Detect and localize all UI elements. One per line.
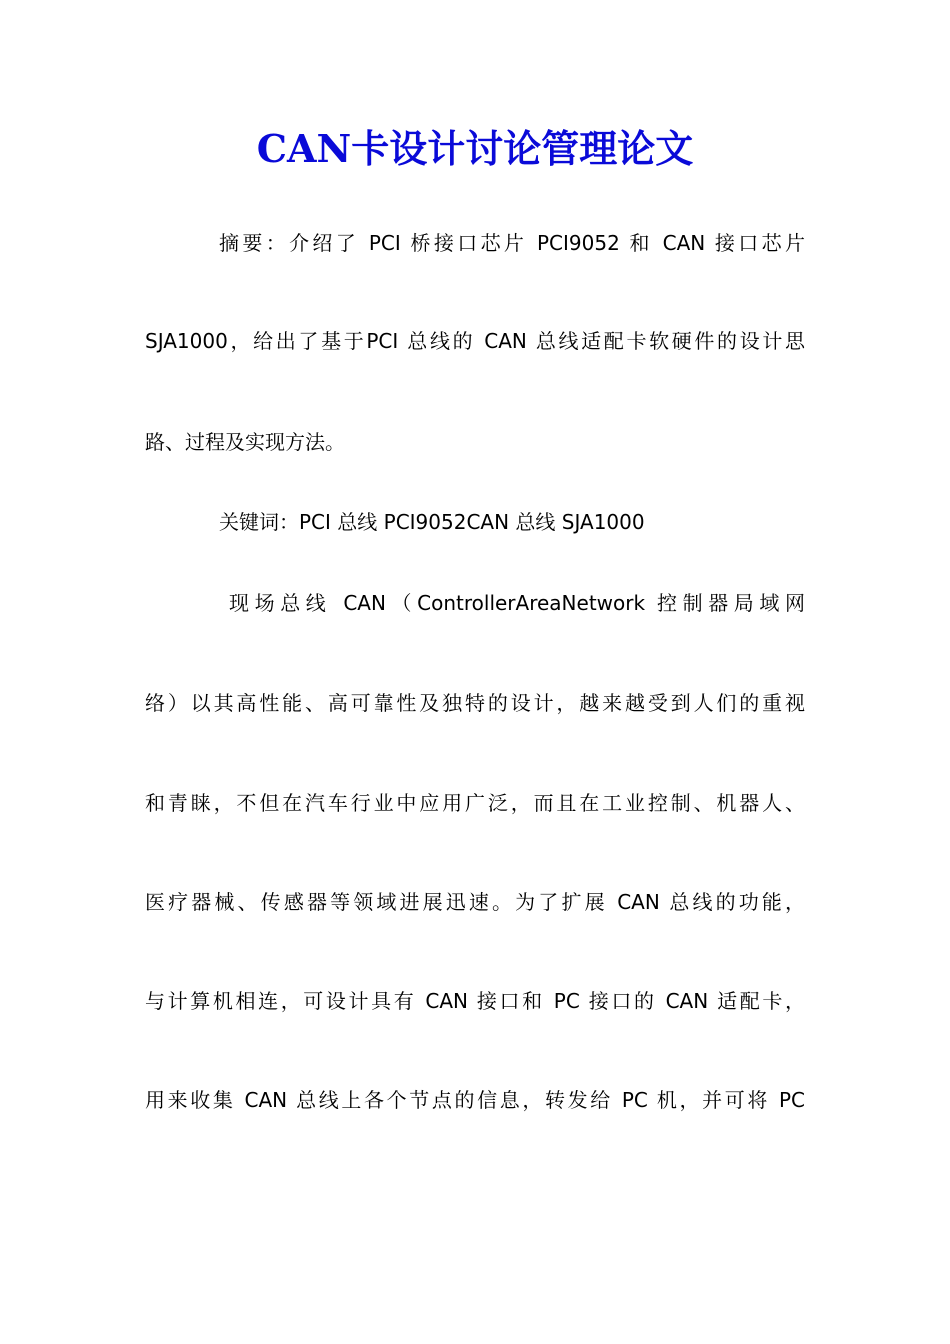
- abstract-line-3: 路、过程及实现方法。: [145, 430, 345, 454]
- document-title: CAN卡设计讨论管理论文: [256, 126, 694, 171]
- body-line-6: 用来收集 CAN 总线上各个节点的信息，转发给 PC 机，并可将 PC: [145, 1088, 805, 1112]
- body-line-3: 和青睐，不但在汽车行业中应用广泛，而且在工业控制、机器人、: [145, 791, 805, 815]
- body-line-4: 医疗器械、传感器等领域进展迅速。为了扩展 CAN 总线的功能，: [145, 890, 805, 914]
- abstract-line-1: 摘要：介绍了 PCI 桥接口芯片 PCI9052 和 CAN 接口芯片: [219, 231, 805, 255]
- keywords-line: 关键词：PCI 总线 PCI9052CAN 总线 SJA1000: [219, 510, 645, 534]
- body-line-5: 与计算机相连，可设计具有 CAN 接口和 PC 接口的 CAN 适配卡，: [145, 989, 805, 1013]
- abstract-line-2: SJA1000，给出了基于PCI 总线的 CAN 总线适配卡软硬件的设计思: [145, 329, 805, 353]
- body-line-1: 现场总线 CAN（ControllerAreaNetwork 控制器局域网: [229, 591, 805, 615]
- body-line-2: 络）以其高性能、高可靠性及独特的设计，越来越受到人们的重视: [145, 691, 805, 715]
